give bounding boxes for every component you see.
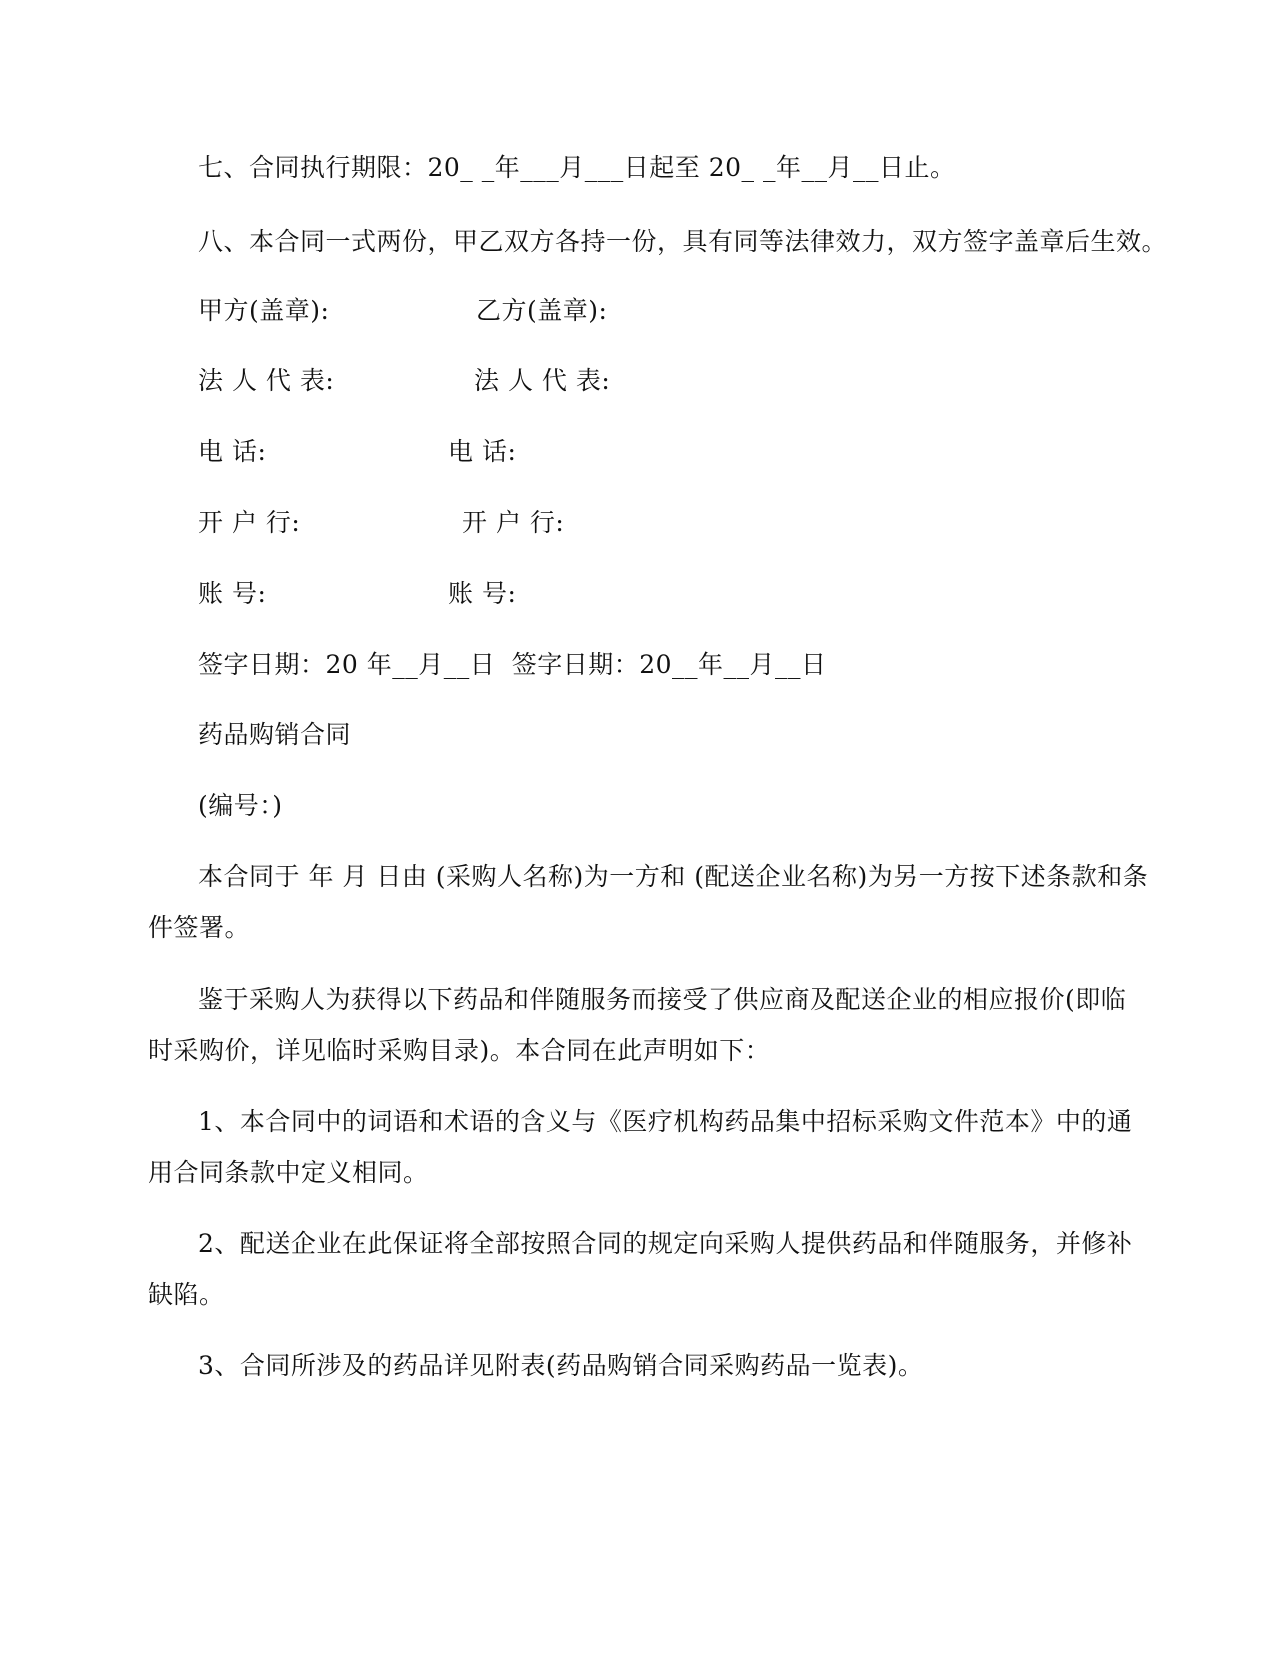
signature-row-date [198,650,827,680]
intro-paragraph-line-1: 本合同于 年 月 日由 (采购人名称)为一方和 (配送企业名称)为另一方按下述条款和条 [198,862,1149,891]
item-3-line-1: 3、合同所涉及的药品详见附表(药品购销合同采购药品一览表)。 [198,1351,924,1380]
bank-a-label: 开 户 行: [198,508,301,537]
whereas-paragraph-line-1: 鉴于采购人为获得以下药品和伴随服务而接受了供应商及配送企业的相应报价(即临 [198,985,1127,1014]
item-2-line-1: 2、配送企业在此保证将全部按照合同的规定向采购人提供药品和伴随服务，并修补 [198,1229,1133,1258]
contract-title: 药品购销合同 [198,720,352,749]
intro-paragraph-line-2: 件签署。 [148,913,251,942]
party-a-seal-label: 甲方(盖章): [198,296,330,325]
legal-rep-b-label: 法 人 代 表: [474,366,611,395]
sign-date-b: 签字日期：20__年__月__日 [511,650,827,679]
signature-row-phone [198,437,517,467]
sign-date-a: 签字日期：20 年__月__日 [198,650,496,679]
party-b-seal-label: 乙方(盖章): [476,296,608,325]
item-1-line-1: 1、本合同中的词语和术语的含义与《医疗机构药品集中招标采购文件范本》中的通 [198,1107,1133,1136]
account-a-label: 账 号: [198,579,267,608]
contract-number: (编号：) [198,791,283,820]
bank-b-label: 开 户 行: [462,508,565,537]
legal-rep-a-label: 法 人 代 表: [198,366,335,395]
phone-b-label: 电 话: [448,437,517,466]
signature-row-legal-rep [198,366,611,396]
signature-row-seal [198,296,608,326]
item-1-line-2: 用合同条款中定义相同。 [148,1158,429,1187]
clause-seven: 七、合同执行期限：20_ _年___月___日起至 20_ _年__月__日止。 [198,153,956,182]
item-2-line-2: 缺陷。 [148,1280,225,1309]
signature-row-bank [198,508,565,538]
phone-a-label: 电 话: [198,437,267,466]
whereas-paragraph-line-2: 时采购价，详见临时采购目录)。本合同在此声明如下： [148,1036,771,1065]
clause-eight: 八、本合同一式两份，甲乙双方各持一份，具有同等法律效力，双方签字盖章后生效。 [198,227,1168,256]
signature-row-account [198,579,517,609]
account-b-label: 账 号: [448,579,517,608]
